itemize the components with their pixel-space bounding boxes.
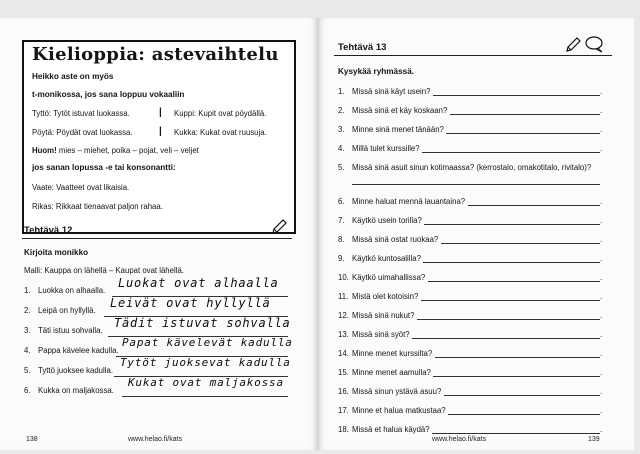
answer-line[interactable] <box>433 95 600 96</box>
question-number: 2. <box>338 106 345 115</box>
answer-field[interactable]: Leivät ovat hyllyllä <box>110 296 271 310</box>
pencil-icon <box>567 38 580 51</box>
question-text: Minne menet aamulla? <box>352 368 431 377</box>
grammar-example-2a: Pöytä: Pöydät ovat luokassa. <box>32 128 133 137</box>
line-end-dot: . <box>600 349 603 358</box>
question-text: Missä sinun ystävä asuu? <box>352 387 442 396</box>
answer-line[interactable] <box>432 433 600 434</box>
item-prompt: Leipä on hyllyllä. <box>38 306 96 315</box>
question-number: 15. <box>338 368 349 377</box>
answer-line[interactable] <box>423 262 600 263</box>
question-number: 6. <box>338 197 345 206</box>
answer-line[interactable] <box>433 376 600 377</box>
grammar-example-4: Rikas: Rikkaat tienaavat paljon rahaa. <box>32 202 163 211</box>
answer-line[interactable] <box>444 395 600 396</box>
answer-line[interactable] <box>421 300 600 301</box>
question-text: Minne et halua matkustaa? <box>352 406 446 415</box>
line-end-dot: . <box>600 406 603 415</box>
grammar-note <box>32 146 199 155</box>
item-number: 6. <box>24 386 31 395</box>
line-end-dot: . <box>600 144 603 153</box>
note-label: Huom! <box>32 146 57 155</box>
speech-bubble-icon <box>586 37 602 52</box>
answer-line[interactable] <box>435 357 600 358</box>
grammar-rule-1: t-monikossa, jos sana loppuu vokaaliin <box>32 90 185 99</box>
question-text: Missä et halua käydä? <box>352 425 430 434</box>
line-end-dot: . <box>600 254 603 263</box>
pencil-icon <box>270 218 288 236</box>
item-prompt: Pappa kävelee kadulla. <box>38 346 119 355</box>
item-prompt: Luokka on alhaalla. <box>38 286 106 295</box>
answer-line[interactable] <box>441 243 600 244</box>
item-number: 2. <box>24 306 31 315</box>
task12-rule <box>22 238 292 239</box>
task13-rule <box>334 55 612 56</box>
item-number: 5. <box>24 366 31 375</box>
line-end-dot: . <box>600 311 603 320</box>
answer-line[interactable] <box>428 281 600 282</box>
line-end-dot: . <box>600 273 603 282</box>
item-prompt: Täti istuu sohvalla. <box>38 326 103 335</box>
question-text: Käytkö uimahallissa? <box>352 273 426 282</box>
question-text: Mistä olet kotoisin? <box>352 292 419 301</box>
left-page <box>0 18 318 450</box>
question-number: 7. <box>338 216 345 225</box>
question-text: Missä sinä syöt? <box>352 330 410 339</box>
pencil-speech-icon <box>564 34 606 54</box>
question-text: Käytkö kuntosalilla? <box>352 254 421 263</box>
question-number: 9. <box>338 254 345 263</box>
answer-line[interactable] <box>450 114 600 115</box>
answer-line[interactable] <box>448 414 600 415</box>
question-number: 11. <box>338 292 349 301</box>
question-number: 17. <box>338 406 349 415</box>
question-number: 5. <box>338 163 345 172</box>
task12-title: Tehtävä 12 <box>24 225 73 236</box>
question-number: 12. <box>338 311 349 320</box>
question-text: Minne sinä menet tänään? <box>352 125 444 134</box>
question-text: Minne haluat mennä lauantaina? <box>352 197 466 206</box>
line-end-dot: . <box>600 125 603 134</box>
item-number: 4. <box>24 346 31 355</box>
task13-subtitle: Kysykää ryhmässä. <box>338 67 415 76</box>
answer-field[interactable]: Papat kävelevät kadulla <box>122 336 293 349</box>
grammar-example-2b: Kukka: Kukat ovat ruusuja. <box>174 128 267 137</box>
question-text: Minne menet kurssilta? <box>352 349 433 358</box>
line-end-dot: . <box>600 87 603 96</box>
question-number: 13. <box>338 330 349 339</box>
answer-line[interactable] <box>468 205 600 206</box>
item-number: 1. <box>24 286 31 295</box>
page-number: 138 <box>26 436 38 443</box>
line-end-dot: . <box>600 368 603 377</box>
line-end-dot: . <box>600 235 603 244</box>
grammar-example-1a: Tyttö: Tytöt istuvat luokassa. <box>32 109 130 118</box>
answer-line[interactable] <box>352 184 600 185</box>
grammar-example-3: Vaate: Vaatteet ovat likaisia. <box>32 183 130 192</box>
grammar-title: Kielioppia: astevaihtelu <box>32 44 279 65</box>
task13-title: Tehtävä 13 <box>338 42 387 53</box>
line-end-dot: . <box>600 387 603 396</box>
grammar-example-1b: Kuppi: Kupit ovat pöydällä. <box>174 109 267 118</box>
answer-line[interactable] <box>417 319 600 320</box>
line-end-dot: . <box>600 292 603 301</box>
answer-field[interactable]: Tädit istuvat sohvalla <box>114 316 291 330</box>
question-number: 3. <box>338 125 345 134</box>
question-text: Missä sinä käyt usein? <box>352 87 431 96</box>
task12-subtitle: Kirjoita monikko <box>24 248 89 257</box>
answer-line <box>122 396 288 397</box>
item-prompt: Tyttö juoksee kadulla. <box>38 366 113 375</box>
question-text: Missä sinä nukut? <box>352 311 415 320</box>
answer-field[interactable]: Luokat ovat alhaalla <box>118 276 279 290</box>
grammar-box <box>22 40 296 234</box>
question-number: 8. <box>338 235 345 244</box>
answer-line[interactable] <box>424 224 600 225</box>
answer-line[interactable] <box>446 133 600 134</box>
footer-url: www.helao.fi/kats <box>432 436 487 443</box>
answer-line[interactable] <box>412 338 600 339</box>
item-number: 3. <box>24 326 31 335</box>
question-text: Millä tulet kurssille? <box>352 144 420 153</box>
line-end-dot: . <box>600 197 603 206</box>
question-number: 1. <box>338 87 345 96</box>
question-text: Missä sinä et käy koskaan? <box>352 106 448 115</box>
line-end-dot: . <box>600 216 603 225</box>
item-prompt: Kukka on maljakossa. <box>38 386 114 395</box>
right-page <box>318 18 634 450</box>
grammar-rule-2: jos sanan lopussa -e tai konsonantti: <box>32 163 176 172</box>
line-end-dot: . <box>600 330 603 339</box>
answer-line[interactable] <box>422 152 600 153</box>
question-number: 18. <box>338 425 349 434</box>
answer-field[interactable]: Kukat ovat maljakossa <box>128 376 284 389</box>
answer-field[interactable]: Tytöt juoksevat kadulla <box>120 356 291 369</box>
question-text: Missä sinä ostat ruokaa? <box>352 235 439 244</box>
question-number: 14. <box>338 349 349 358</box>
line-end-dot: . <box>600 106 603 115</box>
line-end-dot: . <box>600 425 603 434</box>
question-text: Käytkö usein torilla? <box>352 216 422 225</box>
task12-model: Malli: Kauppa on lähellä – Kaupat ovat lähellä. <box>24 266 184 275</box>
grammar-intro: Heikko aste on myös <box>32 72 114 81</box>
page-number: 139 <box>588 436 600 443</box>
separator: | <box>159 107 162 118</box>
note-text: mies – miehet, poika – pojat, veli – veljet <box>58 146 199 155</box>
question-text: Missä sinä asuit sinun kotimaassa? (kerrostalo, omakotitalo, rivitalo)? <box>352 163 592 172</box>
question-number: 16. <box>338 387 349 396</box>
question-number: 4. <box>338 144 345 153</box>
footer-url: www.helao.fi/kats <box>128 436 183 443</box>
question-number: 10. <box>338 273 349 282</box>
separator: | <box>159 126 162 137</box>
